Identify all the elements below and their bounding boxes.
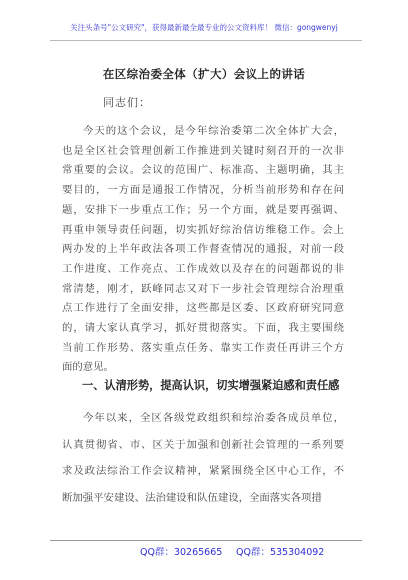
text-line: 工作进度、工作亮点、工作成效以及存在的问题都说的非 <box>62 262 344 275</box>
text-line: 今天的这个会议，是今年综治委第二次全体扩大会， <box>83 125 344 137</box>
document-title: 在区综治委全体（扩大）会议上的讲话 <box>102 67 306 81</box>
footer-divider <box>50 540 362 541</box>
section-heading: 一、认清形势，提高认识，切实增强紧迫感和责任感 <box>82 378 340 392</box>
text-line: 两办发的上半年政法各项工作督查情况的通报，对前一段 <box>62 243 344 256</box>
text-line: 要目的，一方面是通报工作情况，分析当前形势和存在问 <box>62 184 344 197</box>
text-line: 常清楚，刚才，跃峰同志又对下一步社会管理综合治理重 <box>62 282 344 295</box>
text-line: 求及政法综治工作会议精神，紧紧围绕全区中心工作，不 <box>62 465 344 477</box>
footer-qq-group-2: QQ群：535304092 <box>236 547 325 558</box>
footer-qq-group-1: QQ群：30265665 <box>140 547 223 558</box>
text-line: 也是全区社会管理创新工作推进到关键时刻召开的一次非 <box>62 144 344 157</box>
text-line: 当前工作形势、落实重点任务、靠实工作责任再讲三个方 <box>62 341 344 354</box>
header-divider <box>50 40 362 41</box>
text-line: 面的意见。 <box>62 361 114 374</box>
text-line: 点工作进行了全面安排，这些都是区委、区政府研究同意 <box>62 302 344 315</box>
text-line: 常重要的会议。会议的范围广、标准高、主题明确，其主 <box>62 164 344 177</box>
greeting: 同志们： <box>103 96 151 109</box>
text-line: 的，请大家认真学习，抓好贯彻落实。下面，我主要围绕 <box>62 322 344 334</box>
text-line: 认真贯彻省、市、区关于加强和创新社会管理的一系列要 <box>62 438 344 451</box>
text-line: 题，安排下一步重点工作；另一个方面，就是要再强调、 <box>62 203 344 216</box>
text-line: 断加强平安建设、法治建设和队伍建设，全面落实各项措 <box>62 491 322 504</box>
text-line: 今年以来，全区各级党政组织和综治委各成员单位， <box>83 412 344 424</box>
text-line: 再重申领导责任问题，切实抓好综治信访维稳工作。会上 <box>62 223 344 236</box>
page-header-banner: 关注头条号"公文研究"，获得最新最全最专业的公文资料库！ 微信：gongwenyj <box>70 23 338 32</box>
